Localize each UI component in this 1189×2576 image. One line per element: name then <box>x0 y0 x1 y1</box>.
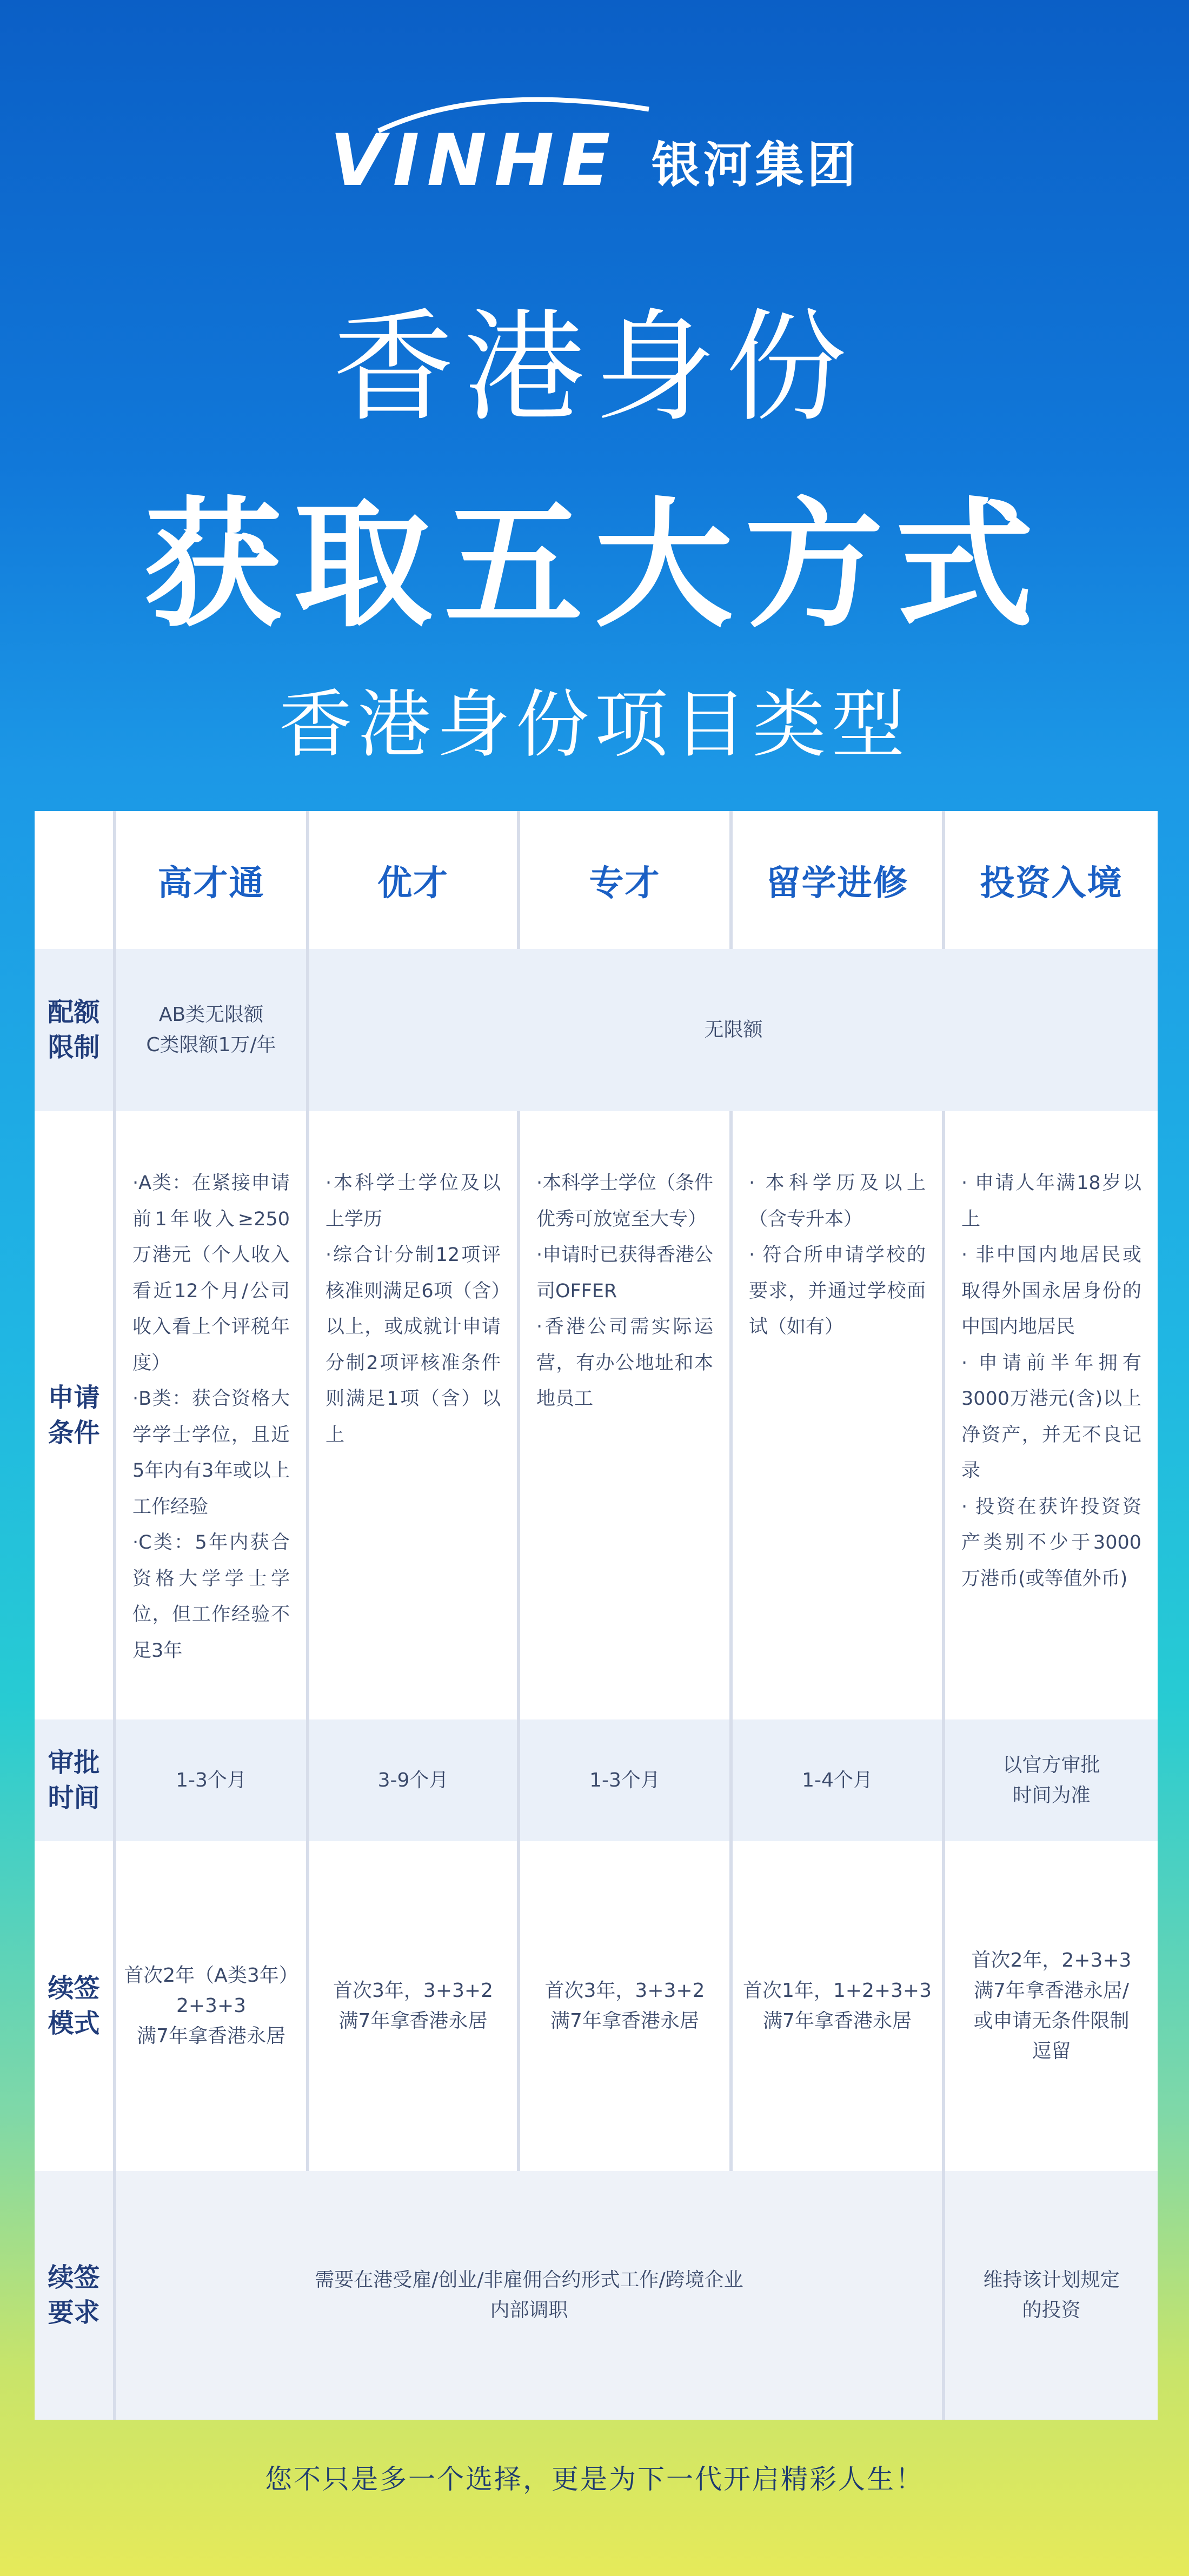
logo-wordmark <box>330 119 617 202</box>
row-label-cell <box>35 1841 115 2171</box>
table-cell: 3-9个月 <box>308 1719 519 1841</box>
column-header: 优才 <box>308 811 519 949</box>
table-row-renewal-mode <box>35 1841 1158 2171</box>
row-label-cell <box>35 2171 115 2420</box>
table-cell: 维持该计划规定 的投资 <box>944 2171 1158 2420</box>
column-header: 投资入境 <box>944 811 1158 949</box>
logo-company-name: 银河集团 <box>651 137 859 194</box>
row-label: 申请条件 <box>48 1382 100 1448</box>
table-cell: 首次1年，1+2+3+3 满7年拿香港永居 <box>731 1841 944 2171</box>
condition-item: · 申请人年满18岁以上 <box>961 1172 1141 1230</box>
table-cell-merged: 需要在港受雇/创业/非雇佣合约形式工作/跨境企业 内部调职 <box>115 2171 944 2420</box>
column-header: 留学进修 <box>731 811 944 949</box>
header-corner <box>35 811 115 949</box>
condition-item: · 本科学历及以上（含专升本） <box>749 1172 926 1230</box>
brand-logo <box>0 119 1189 202</box>
table-row-renewal-requirements <box>35 2171 1158 2420</box>
table-cell: 首次3年，3+3+2 满7年拿香港永居 <box>308 1841 519 2171</box>
table-row-conditions <box>35 1111 1158 1719</box>
row-label-cell <box>35 949 115 1111</box>
row-label: 续签模式 <box>48 1973 100 2039</box>
condition-item: · 投资在获许投资资产类别不少于3000万港币(或等值外币) <box>961 1496 1141 1590</box>
table-cell <box>115 1111 308 1719</box>
table-cell: 1-4个月 <box>731 1719 944 1841</box>
table-cell-merged: 无限额 <box>308 949 1158 1111</box>
table-cell: 以官方审批 时间为准 <box>944 1719 1158 1841</box>
footer-slogan: 您不只是多一个选择，更是为下一代开启精彩人生！ <box>265 2464 924 2495</box>
table-cell: 首次2年，2+3+3 满7年拿香港永居/ 或申请无条件限制 逗留 <box>944 1841 1158 2171</box>
table-cell: 1-3个月 <box>115 1719 308 1841</box>
logo-swoosh-icon <box>373 88 654 136</box>
table-cell: AB类无限额 C类限额1万/年 <box>115 949 308 1111</box>
condition-item: ·C类：5年内获合资格大学学士学位，但工作经验不足3年 <box>132 1532 290 1662</box>
condition-item: ·香港公司需实际运营，有办公地址和本地员工 <box>536 1316 713 1410</box>
row-label: 续签要求 <box>48 2262 100 2328</box>
condition-item: · 申请前半年拥有3000万港元(含)以上净资产，并无不良记录 <box>961 1352 1141 1482</box>
table-row-approval-time <box>35 1719 1158 1841</box>
row-label-cell <box>35 1111 115 1719</box>
column-header: 专才 <box>519 811 731 949</box>
column-header: 高才通 <box>115 811 308 949</box>
title-line-1: 香港身份 <box>333 297 856 438</box>
condition-item: ·综合计分制12项评核准则满足6项（含）以上，或成就计申请分制2项评核准条件则满足1项（含）以上 <box>326 1244 501 1446</box>
table-cell <box>731 1111 944 1719</box>
condition-item: ·A类：在紧接申请前1年收入≥250万港元（个人收入看近12个月/公司收入看上个评税年度） <box>132 1172 290 1374</box>
title-line-2: 获取五大方式 <box>143 485 1046 646</box>
row-label: 审批时间 <box>48 1747 100 1813</box>
table-cell: 首次3年，3+3+2 满7年拿香港永居 <box>519 1841 731 2171</box>
table-cell: 1-3个月 <box>519 1719 731 1841</box>
row-label-cell <box>35 1719 115 1841</box>
condition-item: · 符合所申请学校的要求，并通过学校面试（如有） <box>749 1244 926 1338</box>
condition-item: ·本科学士学位（条件优秀可放宽至大专） <box>536 1172 713 1230</box>
logo-wordmark-text: VINHE <box>330 119 618 202</box>
condition-item: ·本科学士学位及以上学历 <box>326 1172 501 1230</box>
condition-item: ·申请时已获得香港公司OFFER <box>536 1244 713 1302</box>
table-cell: 首次2年（A类3年） 2+3+3 满7年拿香港永居 <box>115 1841 308 2171</box>
table-row-quota <box>35 949 1158 1111</box>
row-label: 配额限制 <box>48 997 100 1063</box>
subtitle: 香港身份项目类型 <box>278 682 911 768</box>
condition-item: ·B类：获合资格大学学士学位，且近5年内有3年或以上工作经验 <box>132 1388 290 1518</box>
table-header-row <box>35 811 1158 949</box>
table-cell <box>519 1111 731 1719</box>
condition-item: · 非中国内地居民或取得外国永居身份的中国内地居民 <box>961 1244 1141 1338</box>
table-cell <box>944 1111 1158 1719</box>
comparison-table <box>35 811 1158 2420</box>
table-cell <box>308 1111 519 1719</box>
